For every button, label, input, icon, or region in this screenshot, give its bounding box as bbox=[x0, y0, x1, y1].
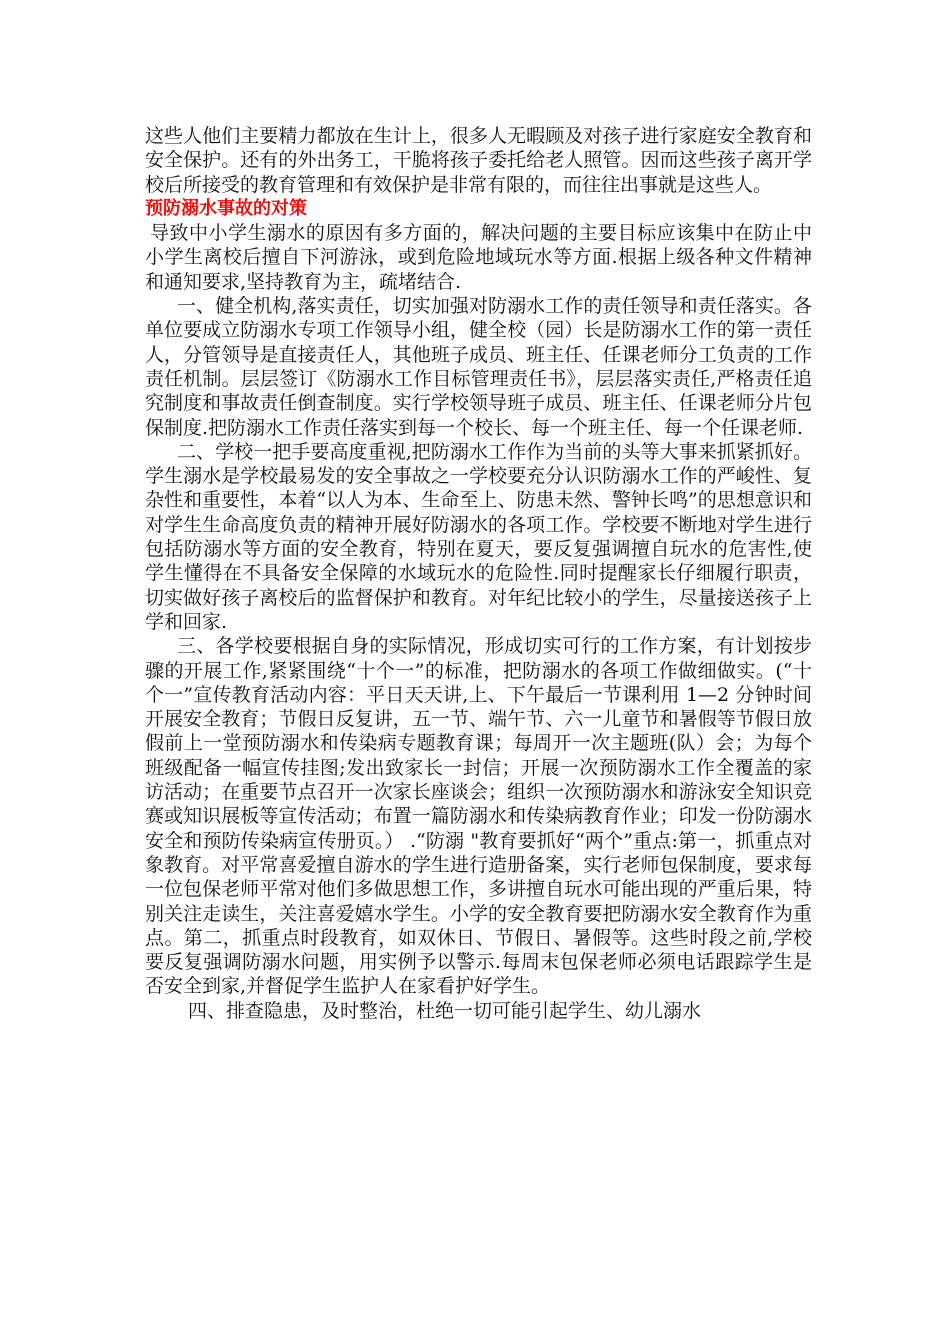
paragraph-intro: 这些人他们主要精力都放在生计上，很多人无暇顾及对孩子进行家庭安全教育和安全保护。还有的外出务工，干脆将孩子委托给老人照管。因而这些孩子离开学校后所接受的教育管理和有效保护是非常有限的，而往往出事就是这些人。 bbox=[145, 125, 812, 196]
document-page bbox=[145, 124, 812, 1023]
paragraph-measure-3: 三、各学校要根据自身的实际情况，形成切实可行的工作方案，有计划按步骤的开展工作,紧紧围绕“十个一”的标准，把防溺水的各项工作做细做实。(“十个一”宣传教育活动内容：平日天天讲,上、下午最后一节课利用 1—2 分钟时间开展安全教育；节假日反复讲，五一节、端午节、六一儿童节和暑假等节假日放假前上一堂预防溺水和传染病专题教育课；每周开一次主题班(队）会；为每个班级配备一幅宣传挂图;发出致家长一封信；开展一次预防溺水工作全覆盖的家访活动；在重要节点召开一次家长座谈会；组织一次预防溺水和游泳安全知识竞赛或知识展板等宣传活动；布置一篇防溺水和传染病教育作业；印发一份防溺水安全和预防传染病宣传册页。） .“防溺 "教育要抓好“两个”重点:第一，抓重点对象教育。对平常喜爱擅自游水的学生进行造册备案，实行老师包保制度，要求每一位包保老师平常对他们多做思想工作，多讲擅自玩水可能出现的严重后果，特别关注走读生，关注喜爱嬉水学生。小学的安全教育要把防溺水安全教育作为重点。第二，抓重点时段教育，如双休日、节假日、暑假等。这些时段之前,学校要反复强调防溺水问题，用实例予以警示.每周末包保老师必须电话跟踪学生是否安全到家,并督促学生监护人在家看护好学生。 bbox=[145, 635, 812, 998]
paragraph-measure-4: 四、排查隐患，及时整治，杜绝一切可能引起学生、幼儿溺水 bbox=[188, 999, 702, 1022]
section-heading: 预防溺水事故的对策 bbox=[145, 197, 307, 219]
paragraph-measure-1: 一、健全机构,落实责任，切实加强对防溺水工作的责任领导和责任落实。各单位要成立防溺水专项工作领导小组，健全校（园）长是防溺水工作的第一责任人，分管领导是直接责任人，其他班子成员、班主任、任课老师分工负责的工作责任机制。层层签订《防溺水工作目标管理责任书》，层层落实责任,严格责任追究制度和事故责任倒查制度。实行学校领导班子成员、班主任、任课老师分片包保制度.把防溺水工作责任落实到每一个校长、每一个班主任、每一个任课老师. bbox=[145, 295, 812, 439]
paragraph-measure-2: 二、学校一把手要高度重视,把防溺水工作作为当前的头等大事来抓紧抓好。学生溺水是学校最易发的安全事故之一学校要充分认识防溺水工作的严峻性、复杂性和重要性，本着“以人为本、生命至上、防患未然、警钟长鸣”的思想意识和对学生生命高度负责的精神开展好防溺水的各项工作。学校要不断地对学生进行包括防溺水等方面的安全教育，特别在夏天，要反复强调擅自玩水的危害性,使学生懂得在不具备安全保障的水域玩水的危险性.同时提醒家长仔细履行职责，切实做好孩子离校后的监督保护和教育。对年纪比较小的学生，尽量接送孩子上学和回家. bbox=[145, 440, 812, 633]
paragraph-causes: 导致中小学生溺水的原因有多方面的，解决问题的主要目标应该集中在防止中小学生离校后擅自下河游泳，或到危险地域玩水等方面.根据上级各种文件精神和通知要求,坚持教育为主，疏堵结合. bbox=[145, 222, 812, 293]
